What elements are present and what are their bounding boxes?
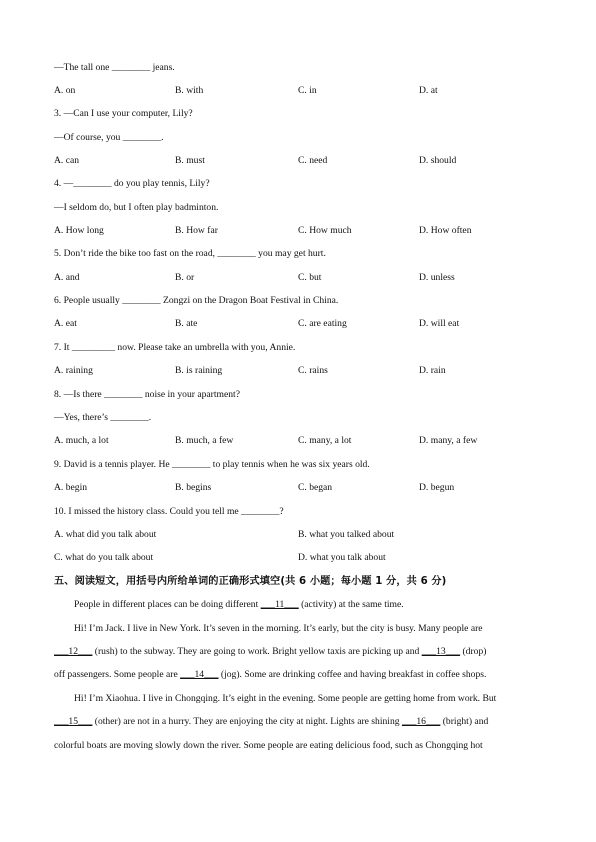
option-d: D. many, a few — [419, 435, 478, 446]
blank-16: ___16___ — [401, 716, 441, 727]
option-d: D. will eat — [419, 318, 460, 329]
text: (drop) — [460, 646, 487, 657]
passage-paragraph-2-line-1: Hi! I’m Jack. I live in New York. It’s seven in the morning. It’s early, but the city is busy. Many people are — [74, 623, 483, 634]
blank-15: ___15___ — [54, 716, 93, 727]
q8-options — [54, 435, 554, 447]
option-b: B. begins — [175, 482, 212, 493]
option-c: C. many, a lot — [298, 435, 352, 446]
q5-question: 5. Don’t ride the bike too fast on the road, ________ you may get hurt. — [54, 248, 326, 259]
option-a: A. and — [54, 272, 80, 283]
q10-question: 10. I missed the history class. Could you tell me ________? — [54, 506, 284, 517]
text: off passengers. Some people are — [54, 669, 181, 680]
option-d: D. begun — [419, 482, 455, 493]
option-b: B. much, a few — [175, 435, 234, 446]
q4-question: 4. —________ do you play tennis, Lily? — [54, 178, 210, 189]
option-c: C. How much — [298, 225, 352, 236]
q8-answer-line: —Yes, there’s ________. — [54, 412, 152, 423]
option-d: D. should — [419, 155, 457, 166]
option-b: B. what you talked about — [298, 529, 395, 540]
option-a: A. begin — [54, 482, 88, 493]
passage-paragraph-2-line-2 — [54, 646, 532, 658]
q10-options-row1 — [54, 529, 554, 541]
passage-paragraph-2-line-3 — [54, 669, 532, 681]
passage-paragraph-3-line-3: colorful boats are moving slowly down the river. Some people are eating delicious food, such as Chongqing hot — [54, 740, 483, 751]
option-c: C. what do you talk about — [54, 552, 154, 563]
text: People in different places can be doing different — [74, 599, 261, 610]
text: (bright) and — [440, 716, 489, 727]
option-a: A. on — [54, 85, 76, 96]
q6-question: 6. People usually ________ Zongzi on the Dragon Boat Festival in China. — [54, 295, 339, 306]
text: (rush) to the subway. They are going to work. Bright yellow taxis are picking up and — [92, 646, 422, 657]
q2-options — [54, 85, 554, 97]
option-c: C. but — [298, 272, 322, 283]
q2-answer-line: —The tall one ________ jeans. — [54, 62, 175, 73]
option-d: D. unless — [419, 272, 455, 283]
blank-11: ___11___ — [260, 599, 299, 610]
blank-14: ___14___ — [180, 669, 219, 680]
option-a: A. can — [54, 155, 80, 166]
text: (activity) at the same time. — [298, 599, 404, 610]
option-b: B. must — [175, 155, 205, 166]
option-c: C. began — [298, 482, 333, 493]
q8-question: 8. —Is there ________ noise in your apartment? — [54, 389, 240, 400]
option-c: C. in — [298, 85, 317, 96]
option-b: B. or — [175, 272, 195, 283]
option-a: A. what did you talk about — [54, 529, 157, 540]
option-d: D. at — [419, 85, 438, 96]
option-a: A. much, a lot — [54, 435, 109, 446]
q7-options — [54, 365, 554, 377]
q6-options — [54, 318, 554, 330]
q3-question: 3. —Can I use your computer, Lily? — [54, 108, 193, 119]
passage-paragraph-3-line-2 — [54, 716, 532, 728]
option-b: B. with — [175, 85, 204, 96]
passage-paragraph-1 — [54, 599, 552, 611]
option-c: C. rains — [298, 365, 328, 376]
q10-options-row2 — [54, 552, 554, 564]
option-a: A. eat — [54, 318, 77, 329]
option-b: B. How far — [175, 225, 218, 236]
option-c: C. are eating — [298, 318, 347, 329]
option-c: C. need — [298, 155, 328, 166]
blank-12: ___12___ — [54, 646, 93, 657]
option-d: D. How often — [419, 225, 472, 236]
q9-options — [54, 482, 554, 494]
q4-answer-line: —I seldom do, but I often play badminton. — [54, 202, 219, 213]
passage-paragraph-3-line-1: Hi! I’m Xiaohua. I live in Chongqing. It’s eight in the evening. Some people are getting home from work. But — [74, 693, 497, 704]
q3-options — [54, 155, 554, 167]
q5-options — [54, 272, 554, 284]
q9-question: 9. David is a tennis player. He ________ to play tennis when he was six years old. — [54, 459, 370, 470]
text: (other) are not in a hurry. They are enjoying the city at night. Lights are shining — [92, 716, 402, 727]
option-b: B. ate — [175, 318, 198, 329]
option-a: A. How long — [54, 225, 104, 236]
q4-options — [54, 225, 554, 237]
text: (jog). Some are drinking coffee and having breakfast in coffee shops. — [218, 669, 487, 680]
blank-13: ___13___ — [421, 646, 461, 657]
option-b: B. is raining — [175, 365, 223, 376]
section-heading: 五、阅读短文，用括号内所给单词的正确形式填空(共 6 小题；每小题 1 分，共 6 分) — [54, 576, 447, 587]
option-d: D. rain — [419, 365, 446, 376]
q3-answer-line: —Of course, you ________. — [54, 132, 164, 143]
q7-question: 7. It _________ now. Please take an umbrella with you, Annie. — [54, 342, 296, 353]
option-a: A. raining — [54, 365, 93, 376]
option-d: D. what you talk about — [298, 552, 386, 563]
